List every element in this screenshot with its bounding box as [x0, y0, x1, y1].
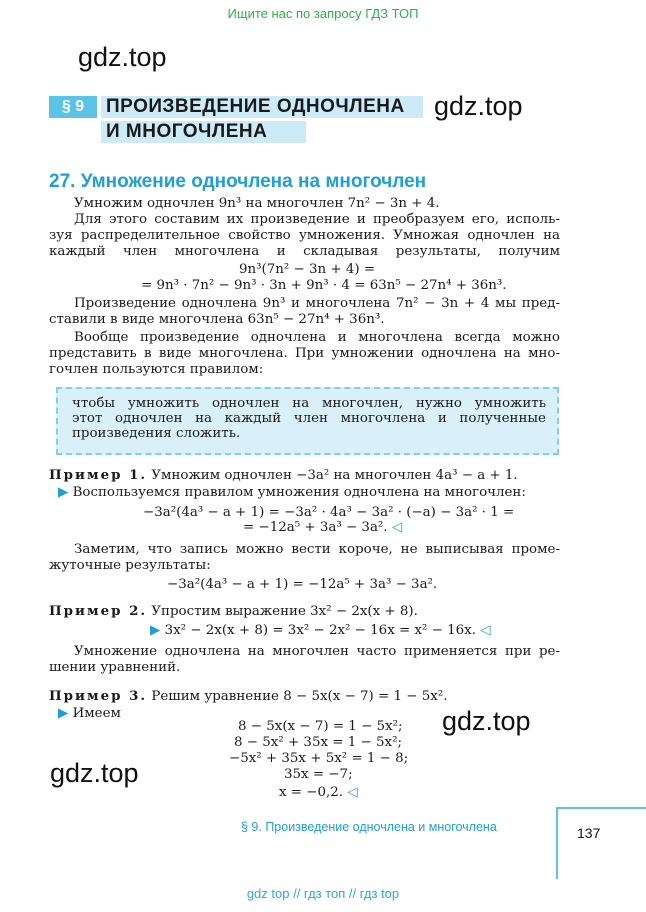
triangle-right-icon: ▶	[58, 485, 69, 500]
equation-line: −3a²(4a³ − a + 1) = −3a² · 4a³ − 3a² · (−a) − 3a² · 1 =	[143, 505, 515, 520]
equation-line: 35x = −7;	[284, 767, 353, 782]
watermark: gdz.top	[434, 91, 523, 121]
paragraph-line: гочлен пользуются правилом:	[49, 362, 264, 377]
bottom-banner: gdz top // гдз топ // гдз top	[246, 886, 400, 901]
footer-divider	[556, 807, 646, 809]
triangle-left-icon: ◁	[480, 623, 491, 638]
equation-line: −5x² + 35x + 5x² = 1 − 8;	[229, 751, 409, 766]
example-1-line2	[58, 485, 526, 501]
section-title-line1: ПРОИЗВЕДЕНИЕ ОДНОЧЛЕНА	[106, 96, 405, 117]
page-number: 137	[577, 825, 601, 841]
triangle-right-icon: ▶	[58, 706, 69, 721]
watermark: gdz.top	[78, 42, 167, 72]
paragraph-line: Умножение одночлена на многочлен часто применяется при ре-	[74, 644, 560, 659]
equation-line: 8 − 5x(x − 7) = 1 − 5x²;	[238, 719, 403, 734]
watermark: gdz.top	[442, 706, 531, 736]
example-label: Пример 3.	[49, 688, 148, 704]
paragraph-line: ставили в виде многочлена 63n⁵ − 27n⁴ + 36n³.	[49, 312, 385, 327]
example-3	[49, 688, 447, 705]
section-title-line2: И МНОГОЧЛЕНА	[106, 121, 268, 142]
example-text: Имеем	[72, 706, 121, 721]
example-text: Умножим одночлен −3a² на многочлен 4a³ − a + 1.	[151, 468, 518, 483]
paragraph-line: зуя распределительное свойство умножения. Умножая одночлен на	[49, 228, 560, 243]
topic-title: 27. Умножение одночлена на многочлен	[49, 171, 427, 192]
footer-divider	[556, 807, 558, 879]
rule-line: произведения сложить.	[72, 426, 241, 441]
triangle-right-icon: ▶	[150, 623, 161, 638]
equation-line: 9n³(7n² − 3n + 4) =	[239, 262, 376, 277]
example-3-line2	[58, 706, 121, 722]
paragraph-line: жуточные результаты:	[49, 558, 211, 573]
example-label: Пример 2.	[49, 603, 148, 619]
example-text: Воспользуемся правилом умножения одночлена на многочлен:	[72, 485, 526, 500]
equation-line: 8 − 5x² + 35x = 1 − 5x²;	[234, 735, 402, 750]
equation-line	[279, 785, 358, 801]
rule-line: чтобы умножить одночлен на многочлен, нужно умножить	[72, 396, 546, 411]
paragraph-line: Умножим одночлен 9n³ на многочлен 7n² − 3n + 4.	[74, 196, 440, 211]
paragraph-line: каждый член многочлена и складывая результаты, получим	[49, 244, 560, 259]
triangle-left-icon: ◁	[391, 520, 403, 535]
equation-line: −3a²(4a³ − a + 1) = −12a⁵ + 3a³ − 3a².	[167, 577, 438, 592]
paragraph-line: Заметим, что запись можно вести короче, не выписывая проме-	[74, 542, 560, 557]
example-text: Упростим выражение 3x² − 2x(x + 8).	[151, 604, 418, 619]
paragraph-line: Произведение одночлена 9n³ и многочлена 7n² − 3n + 4 мы пред-	[74, 296, 560, 311]
paragraph-line: Вообще произведение одночлена и многочлена всегда можно	[74, 330, 560, 345]
example-1	[49, 467, 518, 484]
paragraph-line: представить в виде многочлена. При умножении одночлена на мно-	[49, 346, 560, 361]
equation-text: x = −0,2.	[279, 785, 344, 800]
example-2	[49, 603, 418, 620]
example-label: Пример 1.	[49, 467, 148, 483]
watermark: gdz.top	[50, 758, 139, 788]
paragraph-line: шении уравнений.	[49, 660, 181, 675]
triangle-left-icon: ◁	[347, 785, 358, 800]
equation-text: = −12a⁵ + 3a³ − 3a².	[243, 520, 388, 535]
equation-line: = 9n³ · 7n² − 9n³ · 3n + 9n³ · 4 = 63n⁵ − 27n⁴ + 36n³.	[141, 278, 507, 293]
equation-text: 3x² − 2x(x + 8) = 3x² − 2x² − 16x = x² − 16x.	[164, 623, 476, 638]
example-text: Решим уравнение 8 − 5x(x − 7) = 1 − 5x².	[151, 689, 448, 704]
equation-line	[150, 623, 491, 639]
section-badge: § 9	[49, 96, 97, 118]
rule-line: этот одночлен на каждый член многочлена и полученные	[72, 411, 546, 426]
top-banner: Ищите нас по запросу ГДЗ ТОП	[227, 6, 419, 21]
equation-line	[243, 520, 402, 536]
footer-running-title: § 9. Произведение одночлена и многочлена	[241, 820, 497, 834]
paragraph-line: Для этого составим их произведение и преобразуем его, исполь-	[74, 212, 560, 227]
